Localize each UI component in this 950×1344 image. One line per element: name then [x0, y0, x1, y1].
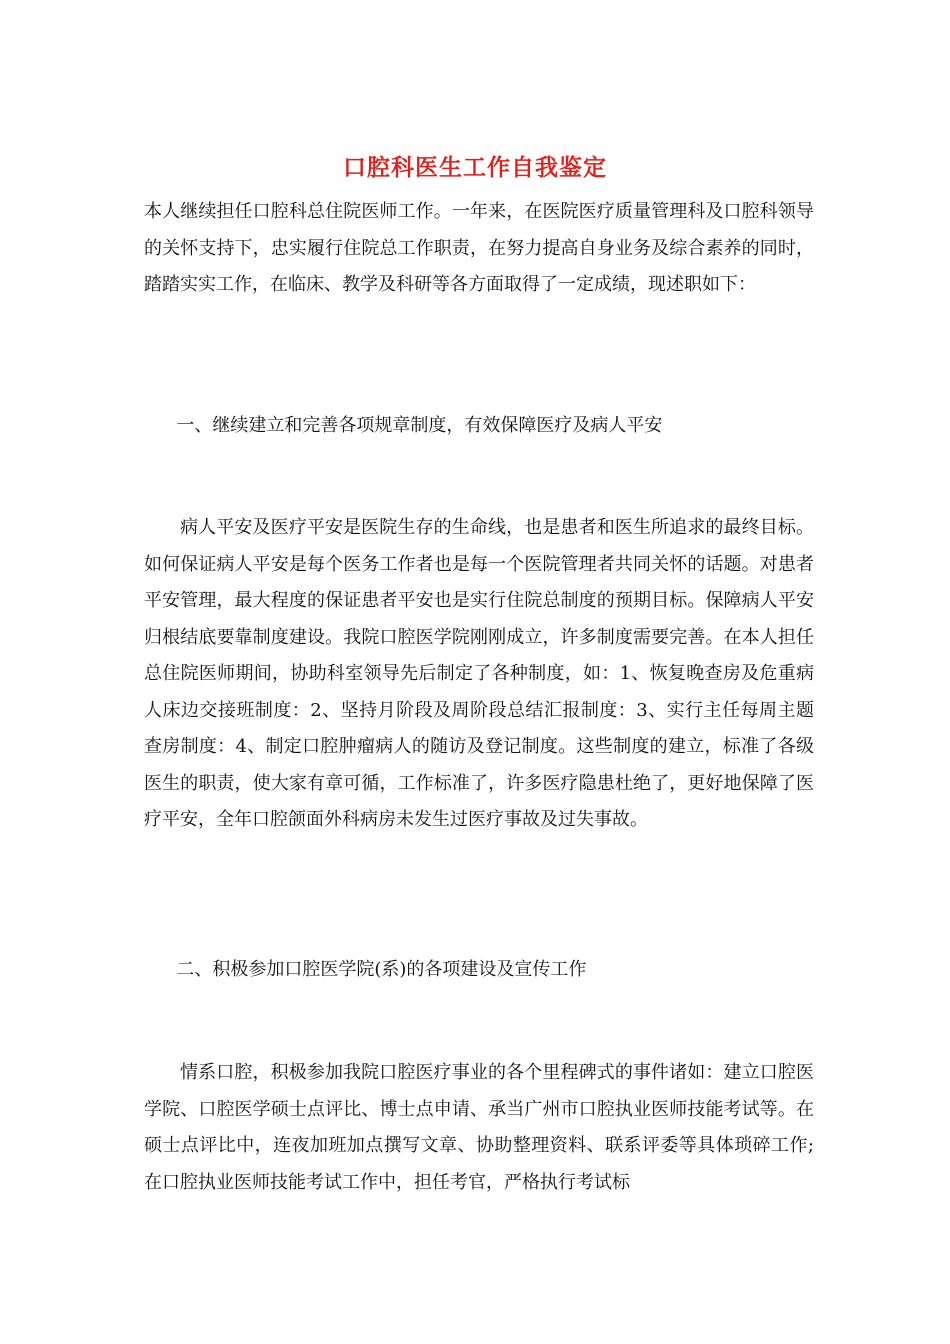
section-heading-2: 二、积极参加口腔医学院(系)的各项建设及宣传工作: [176, 959, 587, 980]
intro-paragraph: 本人继续担任口腔科总住院医师工作。一年来，在医院医疗质量管理科及口腔科领导的关怀支持下，忠实履行住院总工作职责，在努力提高自身业务及综合素养的同时，踏踏实实工作，在临床、教学及科研等各方面取得了一定成绩，现述职如下：: [144, 201, 814, 295]
section-heading-1: 一、继续建立和完善各项规章制度，有效保障医疗及病人平安: [176, 415, 663, 436]
section-body-1: 病人平安及医疗平安是医院生存的生命线，也是患者和医生所追求的最终目标。如何保证病人平安是每个医务工作者也是每一个医院管理者共同关怀的话题。对患者平安管理，最大程度的保证患者平安也是实行住院总制度的预期目标。保障病人平安归根结底要靠制度建设。我院口腔医学院刚刚成立，许多制度需要完善。在本人担任总住院医师期间，协助科室领导先后制定了各种制度，如：1、恢复晚查房及危重病人床边交接班制度：2、坚持月阶段及周阶段总结汇报制度：3、实行主任每周主题查房制度：4、制定口腔肿瘤病人的随访及登记制度。这些制度的建立，标准了各级医生的职责，使大家有章可循，工作标准了，许多医疗隐患杜绝了，更好地保障了医疗平安，全年口腔颌面外科病房未发生过医疗事故及过失事故。: [144, 517, 814, 830]
document-title: 口腔科医生工作自我鉴定: [343, 154, 607, 181]
section-body-2: 情系口腔，积极参加我院口腔医疗事业的各个里程碑式的事件诸如：建立口腔医学院、口腔医学硕士点评比、博士点申请、承当广州市口腔执业医师技能考试等。在硕士点评比中，连夜加班加点撰写文章、协助整理资料、联系评委等具体琐碎工作;在口腔执业医师技能考试工作中，担任考官，严格执行考试标: [144, 1062, 814, 1193]
